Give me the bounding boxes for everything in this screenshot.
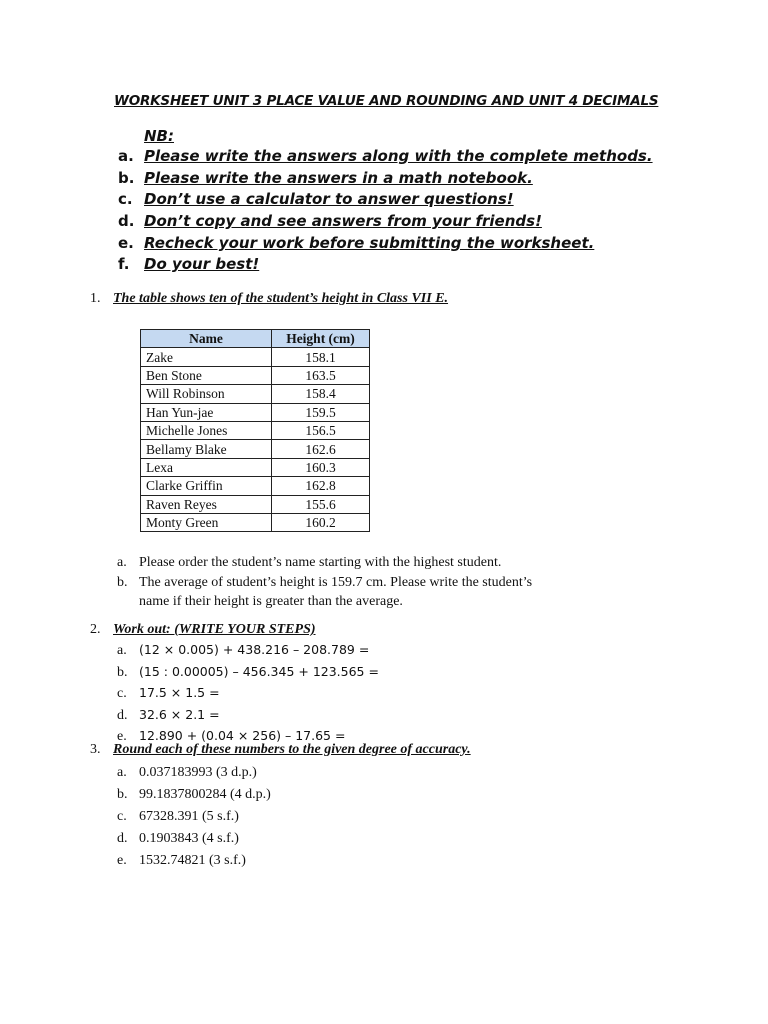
question-title: The table shows ten of the student’s height in Class VII E.: [113, 291, 449, 306]
question-part-text: (12 × 0.005) + 438.216 – 208.789 =: [139, 642, 370, 657]
question-number: 3.: [90, 742, 101, 757]
list-marker: d.: [117, 831, 128, 846]
table-header-row: [141, 330, 370, 348]
table-row: [141, 385, 370, 403]
table-row: [141, 513, 370, 531]
question-number: 1.: [90, 291, 101, 306]
question-part-text: 32.6 × 2.1 =: [139, 706, 220, 722]
list-marker: e.: [117, 853, 127, 868]
student-name: Zake: [141, 348, 272, 366]
nb-list: [118, 146, 653, 276]
list-marker: e.: [118, 233, 134, 252]
nb-item: [118, 211, 653, 233]
student-name: Michelle Jones: [141, 421, 272, 439]
question-part-text: 67328.391 (5 s.f.): [139, 809, 239, 824]
student-height: 162.6: [272, 440, 370, 458]
worksheet-title: WORKSHEET UNIT 3 PLACE VALUE AND ROUNDING AND UNIT 4 DECIMALS: [114, 93, 659, 109]
question-part: [117, 784, 271, 806]
nb-item-text: Recheck your work before submitting the worksheet.: [144, 233, 595, 252]
question-part: [117, 850, 271, 872]
question-part-text: Please order the student’s name starting with the highest student.: [139, 555, 502, 570]
student-name: Bellamy Blake: [141, 440, 272, 458]
nb-item-text: Do your best!: [144, 255, 260, 274]
height-table: [140, 329, 370, 532]
question-part-text: 12.890 + (0.04 × 256) – 17.65 =: [139, 728, 346, 743]
nb-heading: NB:: [144, 127, 174, 145]
student-name: Ben Stone: [141, 366, 272, 384]
nb-item-text: Please write the answers along with the complete methods.: [144, 147, 653, 165]
student-name: Lexa: [141, 458, 272, 476]
question-2-heading: [90, 622, 316, 638]
list-marker: d.: [117, 707, 128, 723]
question-part-text: 17.5 × 1.5 =: [139, 685, 220, 700]
question-1-parts: [117, 553, 532, 612]
question-number: 2.: [90, 622, 101, 637]
question-1-heading: [90, 291, 448, 307]
question-title: Work out: (WRITE YOUR STEPS): [113, 622, 316, 637]
question-part: [117, 806, 271, 828]
list-marker: f.: [118, 255, 130, 274]
question-part: [117, 705, 379, 727]
student-height: 155.6: [272, 495, 370, 513]
student-height: 158.1: [272, 348, 370, 366]
nb-item: [118, 254, 653, 276]
table-row: [141, 495, 370, 513]
list-marker: a.: [118, 147, 134, 165]
column-header-height: Height (cm): [272, 330, 370, 348]
table-row: [141, 403, 370, 421]
student-name: Han Yun-jae: [141, 403, 272, 421]
nb-item-text: Don’t use a calculator to answer questions!: [144, 190, 514, 209]
table-row: [141, 440, 370, 458]
nb-item: [118, 146, 653, 168]
table-row: [141, 458, 370, 476]
question-part-text: 99.1837800284 (4 d.p.): [139, 787, 271, 802]
list-marker: c.: [117, 686, 127, 701]
student-height: 160.3: [272, 458, 370, 476]
student-height: 156.5: [272, 421, 370, 439]
question-part: [117, 573, 532, 593]
question-2-parts: [117, 640, 379, 748]
list-marker: d.: [118, 212, 135, 231]
student-height: 158.4: [272, 385, 370, 403]
student-name: Will Robinson: [141, 385, 272, 403]
question-part: [117, 683, 379, 705]
table-row: [141, 421, 370, 439]
list-marker: c.: [117, 809, 127, 824]
student-height: 163.5: [272, 366, 370, 384]
question-title: Round each of these numbers to the given degree of accuracy.: [113, 742, 471, 757]
list-marker: a.: [117, 643, 127, 658]
list-marker: a.: [117, 555, 127, 570]
student-height: 159.5: [272, 403, 370, 421]
student-name: Raven Reyes: [141, 495, 272, 513]
question-part-text: 1532.74821 (3 s.f.): [139, 853, 246, 868]
nb-item: [118, 233, 653, 255]
list-marker: a.: [117, 765, 127, 780]
nb-item: [118, 189, 653, 211]
question-part: [117, 640, 379, 662]
nb-item-text: Don’t copy and see answers from your friends!: [144, 212, 542, 231]
question-part: [117, 828, 271, 850]
question-part: [117, 662, 379, 684]
list-marker: e.: [117, 729, 127, 744]
nb-item: [118, 168, 653, 190]
list-marker: b.: [117, 664, 128, 680]
list-marker: b.: [117, 574, 128, 590]
student-height: 160.2: [272, 513, 370, 531]
list-marker: b.: [117, 787, 128, 802]
column-header-name: Name: [141, 330, 272, 348]
table-row: [141, 366, 370, 384]
table-row: [141, 348, 370, 366]
table-row: [141, 477, 370, 495]
question-part-text: 0.037183993 (3 d.p.): [139, 765, 257, 780]
student-name: Monty Green: [141, 513, 272, 531]
question-part-text: (15 : 0.00005) – 456.345 + 123.565 =: [139, 663, 379, 679]
list-marker: b.: [118, 168, 135, 187]
question-part: [117, 762, 271, 784]
student-height: 162.8: [272, 477, 370, 495]
list-marker: c.: [118, 190, 133, 209]
question-part: [117, 553, 532, 573]
question-part-continuation: name if their height is greater than the average.: [139, 594, 403, 609]
question-part-text: 0.1903843 (4 s.f.): [139, 831, 239, 846]
question-3-parts: [117, 762, 271, 872]
student-name: Clarke Griffin: [141, 477, 272, 495]
question-3-heading: [90, 742, 471, 758]
nb-item-text: Please write the answers in a math notebook.: [144, 168, 533, 187]
question-part-text: The average of student’s height is 159.7 cm. Please write the student’s: [139, 574, 533, 590]
